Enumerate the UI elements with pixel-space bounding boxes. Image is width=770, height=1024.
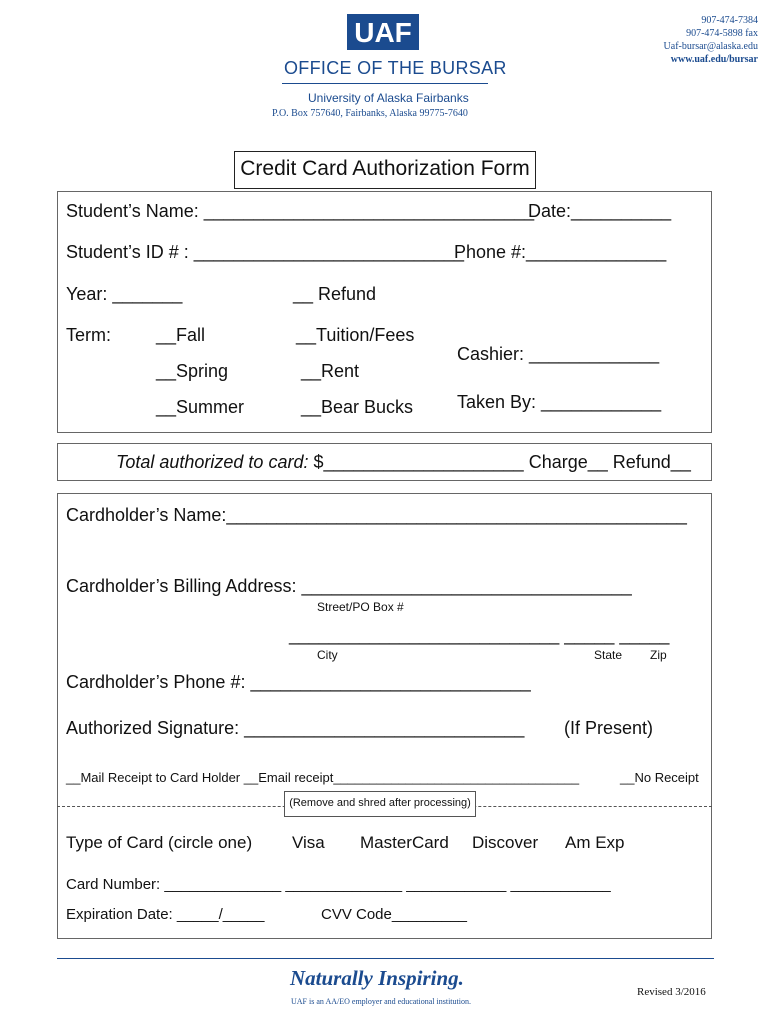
- contact-email[interactable]: Uaf-bursar@alaska.edu: [663, 41, 758, 52]
- cardholder-section: [57, 493, 712, 939]
- phone-field[interactable]: Phone #:______________: [454, 242, 667, 262]
- authorized-signature-field[interactable]: Authorized Signature: ____________________________: [66, 718, 525, 738]
- student-id-field[interactable]: Student’s ID # : ___________________________: [66, 242, 465, 262]
- footer-divider: [57, 958, 714, 959]
- term-summer[interactable]: __Summer: [156, 397, 245, 417]
- tagline: Naturally Inspiring.: [290, 966, 464, 990]
- taken-by-field[interactable]: Taken By: ____________: [457, 392, 662, 412]
- card-visa-option[interactable]: Visa: [292, 833, 325, 852]
- total-amount-field[interactable]: $____________________: [308, 452, 524, 472]
- uaf-logo-mark: [347, 14, 419, 50]
- cardholder-name-field[interactable]: Cardholder’s Name:______________________________________________: [66, 505, 687, 525]
- tuition-fees-option[interactable]: __Tuition/Fees: [296, 325, 415, 345]
- student-name-field[interactable]: Student’s Name: _________________________________: [66, 201, 535, 221]
- cardholder-phone-field[interactable]: Cardholder’s Phone #: ____________________________: [66, 672, 531, 692]
- cashier-field[interactable]: Cashier: _____________: [457, 344, 660, 364]
- card-number-field[interactable]: Card Number: ______________ ______________ ____________ ____________: [66, 876, 611, 893]
- expiration-date-field[interactable]: Expiration Date: _____/_____: [66, 906, 265, 923]
- office-title: OFFICE OF THE BURSAR: [284, 58, 507, 78]
- contact-phone: 907-474-7384: [701, 15, 758, 26]
- year-field[interactable]: Year: _______: [66, 284, 183, 304]
- card-mastercard-option[interactable]: MasterCard: [360, 833, 449, 852]
- refund-option[interactable]: __ Refund: [293, 284, 377, 304]
- cvv-field[interactable]: CVV Code_________: [321, 906, 467, 923]
- street-label: Street/PO Box #: [317, 600, 404, 614]
- logo-text: UAF: [354, 17, 412, 48]
- contact-block: [664, 14, 758, 66]
- term-label: Term:: [66, 325, 111, 345]
- if-present-note: (If Present): [564, 718, 654, 738]
- header-divider: [282, 83, 488, 84]
- receipt-options[interactable]: __Mail Receipt to Card Holder __Email receipt__________________________________: [66, 770, 580, 785]
- mailing-address: P.O. Box 757640, Fairbanks, Alaska 99775-7640: [272, 108, 468, 119]
- uaf-logo: [347, 14, 419, 50]
- university-name: University of Alaska Fairbanks: [308, 91, 469, 105]
- state-label: State: [594, 648, 623, 662]
- total-authorized-row[interactable]: [116, 452, 691, 473]
- zip-label: Zip: [650, 648, 667, 662]
- remove-note: (Remove and shred after processing): [289, 797, 471, 809]
- revision-date: Revised 3/2016: [637, 986, 706, 998]
- billing-address-field[interactable]: Cardholder’s Billing Address: _________________________________: [66, 576, 632, 596]
- contact-website[interactable]: www.uaf.edu/bursar: [670, 54, 758, 65]
- eeo-statement: UAF is an AA/EO employer and educational institution.: [291, 997, 471, 1006]
- card-discover-option[interactable]: Discover: [472, 833, 539, 852]
- city-state-zip-line[interactable]: ___________________________ _____ _____: [289, 625, 670, 645]
- term-spring[interactable]: __Spring: [156, 361, 229, 381]
- form-title: Credit Card Authorization Form: [240, 157, 530, 180]
- contact-fax: 907-474-5898 fax: [686, 28, 758, 39]
- date-field[interactable]: Date:__________: [528, 201, 672, 221]
- rent-option[interactable]: __Rent: [301, 361, 360, 381]
- term-fall[interactable]: __Fall: [156, 325, 206, 345]
- refund-total-option[interactable]: Refund__: [607, 452, 691, 472]
- city-label: City: [317, 648, 338, 662]
- card-type-label: Type of Card (circle one): [66, 833, 253, 852]
- no-receipt-option[interactable]: __No Receipt: [620, 770, 699, 785]
- charge-option[interactable]: Charge__: [523, 452, 608, 472]
- bear-bucks-option[interactable]: __Bear Bucks: [301, 397, 414, 417]
- total-label: Total authorized to card:: [116, 452, 309, 472]
- card-amex-option[interactable]: Am Exp: [565, 833, 625, 852]
